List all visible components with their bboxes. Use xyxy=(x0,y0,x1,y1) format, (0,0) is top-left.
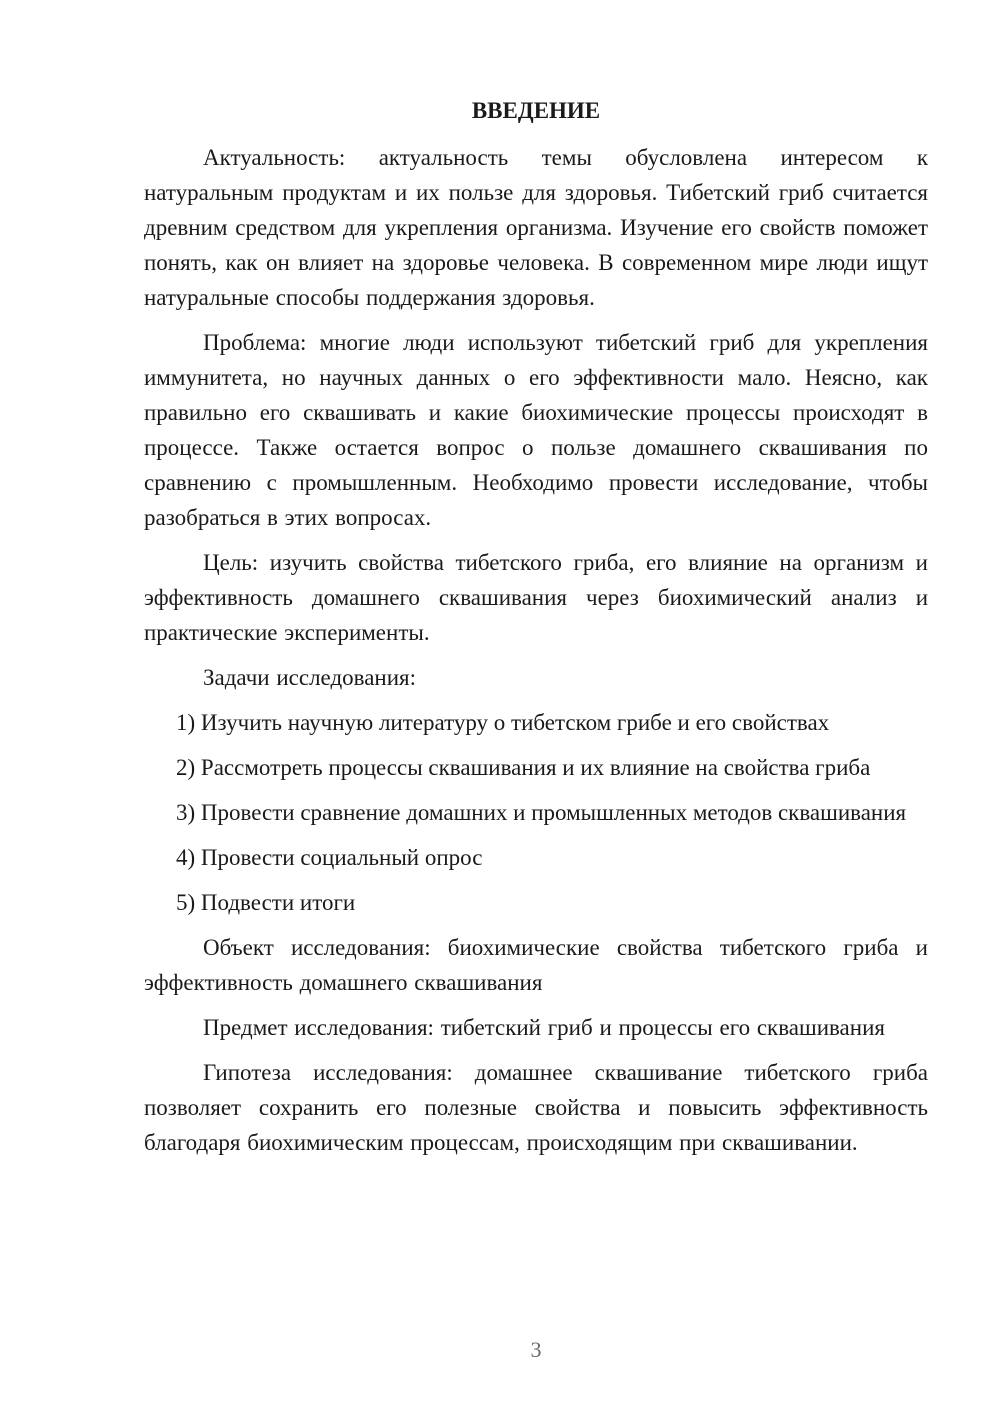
task-item-1: 1) Изучить научную литературу о тибетском грибе и его свойствах xyxy=(176,710,830,735)
paragraph-object: Объект исследования: биохимические свойства тибетского гриба и эффективность домашнего сквашивания xyxy=(144,935,928,995)
paragraph-relevance: Актуальность: актуальность темы обусловлена интересом к натуральным продуктам и их пользе для здоровья. Тибетский гриб считается древним средством для укрепления организма. Изучение его свойств поможет понять, как он влияет на здоровье человека. В современном мире люди ищут натуральные способы поддержания здоровья. xyxy=(144,145,928,310)
task-item-2: 2) Рассмотреть процессы сквашивания и их влияние на свойства гриба xyxy=(176,755,871,780)
paragraph-tasks-heading: Задачи исследования: xyxy=(203,665,417,690)
paragraph-goal: Цель: изучить свойства тибетского гриба, его влияние на организм и эффективность домашнего сквашивания через биохимический анализ и практические эксперименты. xyxy=(144,550,928,645)
page-content xyxy=(144,96,928,1170)
task-item-3: 3) Провести сравнение домашних и промышленных методов сквашивания xyxy=(176,800,907,825)
paragraph-hypothesis: Гипотеза исследования: домашнее сквашивание тибетского гриба позволяет сохранить его полезные свойства и повысить эффективность благодаря биохимическим процессам, происходящим при сквашивании. xyxy=(144,1060,928,1155)
task-item-4: 4) Провести социальный опрос xyxy=(176,845,483,870)
task-item-5: 5) Подвести итоги xyxy=(176,890,356,915)
paragraph-subject: Предмет исследования: тибетский гриб и процессы его сквашивания xyxy=(203,1015,885,1040)
page-title: ВВЕДЕНИЕ xyxy=(471,98,601,123)
paragraph-problem: Проблема: многие люди используют тибетский гриб для укрепления иммунитета, но научных данных о его эффективности мало. Неясно, как правильно его сквашивать и какие биохимические процессы происходят в процессе. Также остается вопрос о пользе домашнего сквашивания по сравнению с промышленным. Необходимо провести исследование, чтобы разобраться в этих вопросах. xyxy=(144,330,928,530)
page-number: 3 xyxy=(530,1337,542,1362)
